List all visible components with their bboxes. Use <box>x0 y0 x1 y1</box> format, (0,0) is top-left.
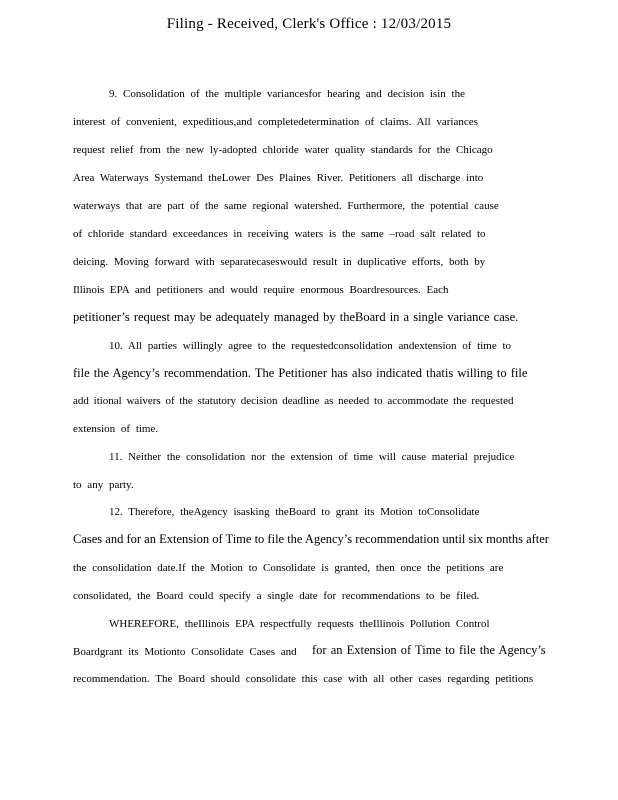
body-line: Illinois EPA and petitioners and would require enormous Boardresources. Each <box>73 284 449 296</box>
body-line: Area Waterways Systemand theLower Des Plaines River. Petitioners all discharge into <box>73 172 484 184</box>
body-line: to any party. <box>73 479 134 491</box>
body-line: WHEREFORE, theIllinois EPA respectfully requests theIllinois Pollution Control <box>109 618 490 630</box>
body-line: request relief from the new ly-adopted chloride water quality standards for the Chicago <box>73 144 493 156</box>
body-line: 12. Therefore, theAgency isasking theBoard to grant its Motion toConsolidate <box>109 506 480 518</box>
body-line: deicing. Moving forward with separatecaseswould result in duplicative efforts, both by <box>73 256 486 268</box>
body-line: file the Agency’s recommendation. The Petitioner has also indicated thatis willing to file <box>73 366 528 380</box>
body-line: extension of time. <box>73 423 159 435</box>
body-line: waterways that are part of the same regional watershed. Furthermore, the potential cause <box>73 200 499 212</box>
filing-header: Filing - Received, Clerk's Office : 12/03/2015 <box>166 16 452 32</box>
body-line: consolidated, the Board could specify a single date for recommendations to be filed. <box>73 590 480 602</box>
body-line: Cases and for an Extension of Time to file the Agency’s recommendation until six months after <box>73 532 549 546</box>
body-line: of chloride standard exceedances in receiving waters is the same –road salt related to <box>73 228 486 240</box>
body-line: petitioner’s request may be adequately managed by theBoard in a single variance case. <box>73 310 519 324</box>
body-line: recommendation. The Board should consolidate this case with all other cases regarding petitions <box>73 673 534 685</box>
body-line: 9. Consolidation of the multiple variancesfor hearing and decision isin the <box>109 88 465 100</box>
body-line-emphasis: for an Extension of Time to file the Agency’s <box>312 643 546 657</box>
body-line: 11. Neither the consolidation nor the extension of time will cause material prejudice <box>109 451 515 463</box>
body-line: add itional waivers of the statutory decision deadline as needed to accommodate the requested <box>73 395 514 407</box>
body-line: 10. All parties willingly agree to the requestedconsolidation andextension of time to <box>109 340 512 352</box>
body-line: interest of convenient, expeditious,and completedetermination of claims. All variances <box>73 116 478 128</box>
body-line: Boardgrant its Motionto Consolidate Cases and <box>73 646 297 658</box>
body-line: the consolidation date.If the Motion to Consolidate is granted, then once the petitions are <box>73 562 504 574</box>
